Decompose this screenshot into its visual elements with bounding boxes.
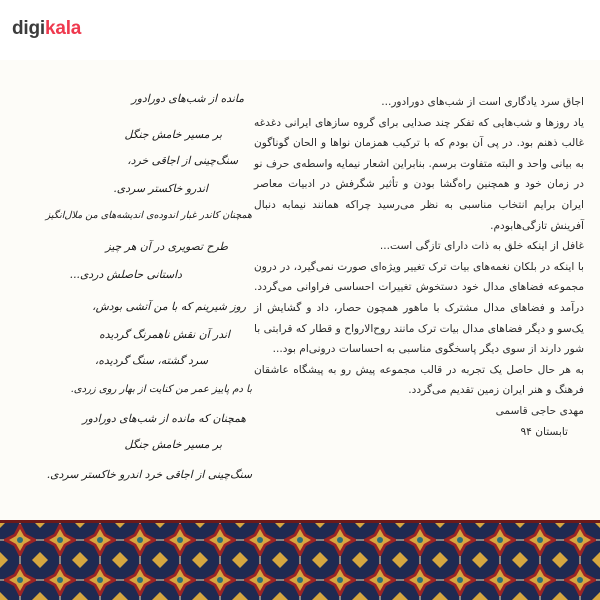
poem-line: سرد گشته، سنگ گردیده،	[94, 354, 208, 367]
calligraphy-poem	[30, 92, 252, 532]
poem-line: همچنان کاندر غبار اندوده‌ی اندیشه‌های من ملال‌انگیز	[45, 210, 252, 221]
prose-paragraph: به هر حال حاصل یک تجربه در قالب مجموعه پیش رو به پیشگاه عاشقان فرهنگ و هنر ایران زمین تقدیم می‌گردد.	[254, 363, 584, 397]
logo-part-1: digi	[12, 18, 45, 39]
prose-column	[254, 92, 584, 442]
logo-part-2: kala	[44, 18, 82, 39]
poem-line: بر مسیر خامش جنگل	[124, 438, 222, 451]
poem-line: داستانی حاصلش دردی...	[69, 268, 182, 281]
author-name: مهدی حاجی قاسمی	[495, 404, 584, 417]
poem-line: مانده از شب‌های دورادور	[131, 92, 244, 105]
digikala-logo[interactable]	[12, 18, 81, 40]
prose-paragraph: غافل از اینکه خلق به ذات دارای تازگی است...	[379, 240, 584, 253]
prose-paragraph: با اینکه در بلکان نغمه‌های بیات ترک تغییر ویژه‌ای صورت نمی‌گیرد، در درون مجموعه فضاهای مدال خود دستخوش تغییرات احساسی فراوانی می‌گردد. درآمد و فضاهای مدال مشترک با ماهور همچون حصار، داد و گشایش از یک‌سو و دیگر فضاهای مدال بیات ترک مانند روح‌الارواح و قطار که قرابتی با شور دارند از سوی دیگر پاسخگوی مناسبی به احساسات درونی‌ام بود...	[254, 260, 584, 356]
poem-line: روز شیرینم که با من آتشی بودش،	[92, 300, 246, 313]
poem-line: سنگ‌چینی از اجاقی خرد،	[127, 154, 238, 167]
persian-tile-border	[0, 520, 600, 600]
poem-line: اندر آن نقش ناهمرنگ گردیده	[99, 328, 230, 341]
poem-line: طرح تصویری در آن هر چیز	[105, 240, 228, 253]
poem-line: با دم پاییز عمر من کنایت از بهار روی زردی.	[70, 384, 252, 395]
date-label: تابستان ۹۴	[520, 425, 568, 438]
poem-line: همچنان که مانده از شب‌های دورادور	[82, 412, 246, 425]
poem-line: بر مسیر خامش جنگل	[124, 128, 222, 141]
tile-pattern-icon	[0, 520, 600, 600]
poem-line: سنگ‌چینی از اجاقی خرد اندرو خاکستر سردی.	[46, 468, 252, 481]
poem-line: اندرو خاکستر سردی.	[113, 182, 208, 195]
prose-paragraph: یاد روزها و شب‌هایی که تفکر چند صدایی برای گروه سازهای ایرانی دغدغه غالب ذهنم بود. در پی آن بودم که با ترکیب همزمان نواها و الحان گوناگون به بیانی واحد و البته متفاوت برسم. بنابراین اشعار نیمایه واسطه‌ی حرف نو در زمان خود و همچنین راه‌گشا بودن و تأثیر شگرفش در ادبیات معاصر ایران برایم انتخاب مناسبی به نظر می‌رسید چراکه همانند نیمابه دنبال آفرینش تازگی‌هابودم.	[254, 116, 584, 232]
prose-paragraph: اجاق سرد یادگاری است از شب‌های دورادور...	[381, 96, 584, 108]
